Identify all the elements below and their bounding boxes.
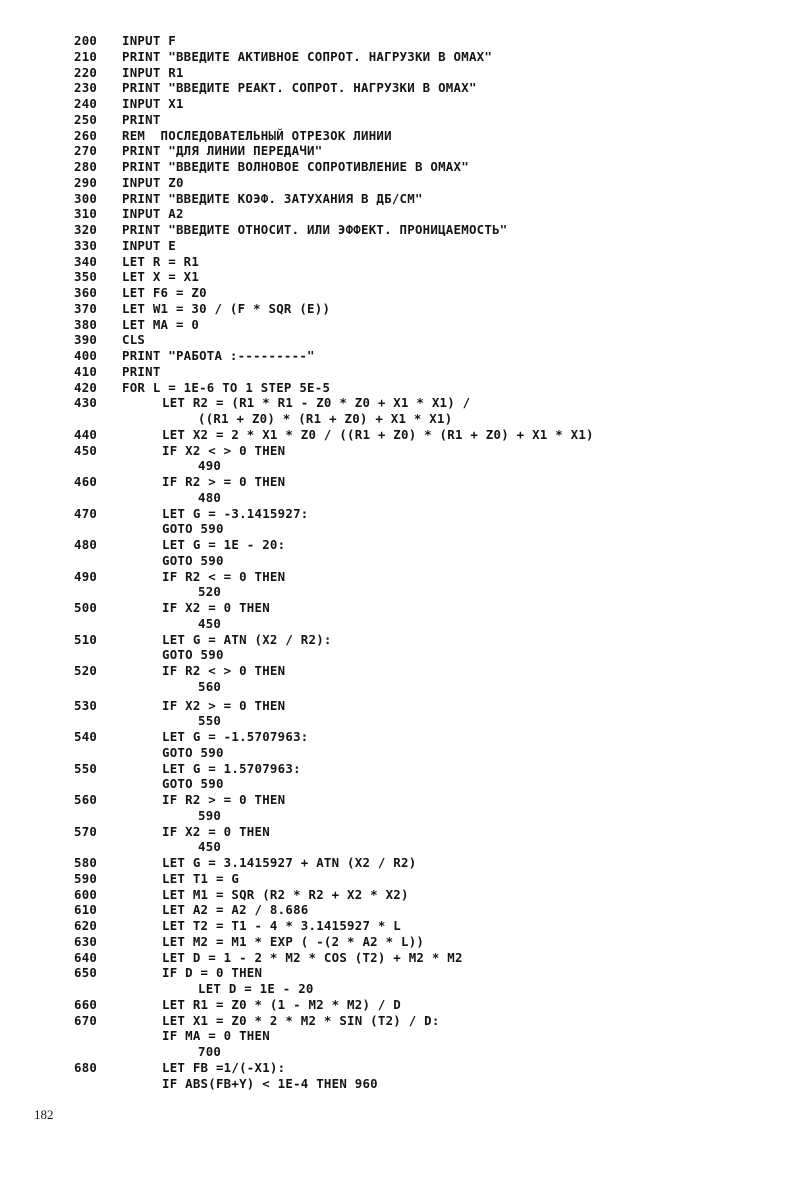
code-line: [0, 918, 790, 934]
code-text: INPUT F: [122, 33, 176, 48]
code-line: [0, 490, 790, 506]
code-text: GOTO 590: [162, 552, 224, 568]
line-number: 300: [74, 190, 98, 206]
code-text: LET R = R1: [122, 253, 200, 269]
line-number: 500: [74, 600, 98, 615]
code-text: 520: [198, 584, 222, 600]
code-line: [0, 112, 790, 128]
code-text: INPUT A2: [122, 206, 184, 222]
code-text: GOTO 590: [162, 521, 224, 537]
line-number: 530: [74, 697, 98, 713]
code-line: [0, 584, 790, 600]
code-text: IF X2 < > 0 THEN: [162, 442, 286, 458]
line-number: 360: [74, 285, 98, 300]
code-line: [0, 1028, 790, 1044]
line-number: 480: [74, 537, 98, 552]
code-text: PRINT "ВВЕДИТЕ ВОЛНОВОЕ СОПРОТИВЛЕНИЕ В ОМАХ": [122, 159, 469, 174]
code-text: LET X = X1: [122, 269, 200, 285]
code-line: [0, 632, 790, 648]
code-text: GOTO 590: [162, 776, 224, 792]
line-number: 220: [74, 64, 98, 80]
line-number: 670: [74, 1012, 98, 1028]
code-text: LET D = 1 - 2 * M2 * COS (T2) + M2 * M2: [162, 949, 463, 965]
line-number: 230: [74, 80, 98, 96]
line-number: 410: [74, 363, 98, 379]
line-number: 460: [74, 474, 98, 489]
code-text: IF R2 < > 0 THEN: [162, 663, 286, 678]
line-number: 390: [74, 332, 98, 348]
code-text: 450: [198, 839, 222, 855]
line-number: 640: [74, 949, 98, 965]
code-text: PRINT "ДЛЯ ЛИНИИ ПЕРЕДАЧИ": [122, 143, 323, 159]
line-number: 510: [74, 631, 98, 647]
code-line: [0, 33, 790, 49]
code-line: [0, 458, 790, 474]
code-line: [0, 824, 790, 840]
code-line: [0, 679, 790, 695]
code-line: [0, 143, 790, 159]
code-line: [0, 443, 790, 459]
line-number: 660: [74, 996, 98, 1012]
code-text: IF X2 = 0 THEN: [162, 600, 270, 615]
code-text: LET R1 = Z0 * (1 - M2 * M2) / D: [162, 996, 402, 1012]
code-line: [0, 808, 790, 824]
code-line: [0, 206, 790, 222]
code-line: [0, 332, 790, 348]
line-number: 320: [74, 222, 98, 237]
code-text: LET T1 = G: [162, 870, 240, 886]
line-number: 450: [74, 442, 98, 458]
line-number: 250: [74, 111, 98, 127]
line-number: 620: [74, 918, 98, 933]
code-line: [0, 395, 790, 411]
code-text: 480: [198, 489, 222, 505]
code-text: PRINT "ВВЕДИТЕ ОТНОСИТ. ИЛИ ЭФФЕКТ. ПРОНИЦАЕМОСТЬ": [122, 222, 508, 237]
code-line: [0, 569, 790, 585]
code-text: IF D = 0 THEN: [162, 965, 263, 981]
code-text: IF X2 = 0 THEN: [162, 823, 270, 839]
code-text: LET FB =1/(-X1):: [162, 1059, 286, 1075]
code-text: IF MA = 0 THEN: [162, 1028, 270, 1044]
line-number: 200: [74, 33, 98, 48]
code-line: [0, 317, 790, 333]
code-text: GOTO 590: [162, 647, 224, 663]
code-text: CLS: [122, 332, 146, 348]
code-line: [0, 364, 790, 380]
code-line: [0, 427, 790, 443]
code-text: LET G = -3.1415927:: [162, 505, 309, 521]
line-number: 340: [74, 253, 98, 269]
code-line: [0, 934, 790, 950]
line-number: 560: [74, 792, 98, 807]
line-number: 240: [74, 96, 98, 111]
code-text: LET X1 = Z0 * 2 * M2 * SIN (T2) / D:: [162, 1012, 440, 1028]
code-line: [0, 792, 790, 808]
code-text: 700: [198, 1044, 222, 1059]
code-line: [0, 222, 790, 238]
code-line: [0, 474, 790, 490]
code-line: [0, 902, 790, 918]
code-line: [0, 616, 790, 632]
code-line: [0, 191, 790, 207]
code-line: [0, 411, 790, 427]
code-text: 490: [198, 458, 222, 474]
code-text: LET D = 1E - 20: [198, 981, 314, 996]
code-text: PRINT: [122, 363, 161, 379]
line-number: 290: [74, 174, 98, 190]
line-number: 210: [74, 48, 98, 64]
code-text: INPUT X1: [122, 96, 184, 111]
code-text: LET G = 1.5707963:: [162, 760, 301, 776]
code-text: GOTO 590: [162, 744, 224, 760]
line-number: 570: [74, 823, 98, 839]
line-number: 470: [74, 505, 98, 521]
code-line: [0, 713, 790, 729]
code-line: [0, 506, 790, 522]
code-line: [0, 380, 790, 396]
page-number: 182: [34, 1107, 54, 1122]
code-line: [0, 839, 790, 855]
code-line: [0, 80, 790, 96]
code-text: LET X2 = 2 * X1 * Z0 / ((R1 + Z0) * (R1 + Z0) + X1 * X1): [162, 426, 594, 442]
code-line: [0, 159, 790, 175]
code-text: INPUT R1: [122, 64, 184, 80]
code-line: [0, 1060, 790, 1076]
code-line: [0, 887, 790, 903]
line-number: 260: [74, 127, 98, 143]
code-line: [0, 647, 790, 663]
code-line: [0, 65, 790, 81]
code-line: [0, 745, 790, 761]
code-text: LET G = ATN (X2 / R2):: [162, 631, 332, 647]
code-text: IF X2 > = 0 THEN: [162, 697, 286, 713]
code-line: [0, 663, 790, 679]
line-number: 310: [74, 206, 98, 222]
line-number: 520: [74, 663, 98, 678]
code-line: [0, 1013, 790, 1029]
line-number: 380: [74, 316, 98, 332]
code-text: LET T2 = T1 - 4 * 3.1415927 * L: [162, 918, 402, 933]
code-line: [0, 49, 790, 65]
code-line: [0, 175, 790, 191]
code-line: [0, 776, 790, 792]
code-text: IF ABS(FB+Y) < 1E-4 THEN 960: [162, 1075, 378, 1091]
code-text: LET W1 = 30 / (F * SQR (E)): [122, 300, 331, 316]
code-line: [0, 729, 790, 745]
code-text: PRINT "ВВЕДИТЕ АКТИВНОЕ СОПРОТ. НАГРУЗКИ В ОМАХ": [122, 48, 493, 64]
code-line: [0, 238, 790, 254]
code-line: [0, 997, 790, 1013]
line-number: 270: [74, 143, 98, 159]
program-listing: [0, 33, 790, 1091]
code-text: LET G = 1E - 20:: [162, 537, 286, 552]
line-number: 440: [74, 426, 98, 442]
code-text: FOR L = 1E-6 TO 1 STEP 5E-5: [122, 379, 331, 395]
line-number: 650: [74, 965, 98, 981]
code-line: [0, 553, 790, 569]
code-line: [0, 600, 790, 616]
line-number: 490: [74, 568, 98, 584]
code-text: LET R2 = (R1 * R1 - Z0 * Z0 + X1 * X1) /: [162, 395, 471, 411]
code-text: IF R2 > = 0 THEN: [162, 474, 286, 489]
line-number: 680: [74, 1059, 98, 1075]
code-text: PRINT: [122, 111, 161, 127]
code-line: [0, 1076, 790, 1092]
line-number: 400: [74, 348, 98, 363]
code-line: [0, 521, 790, 537]
line-number: 630: [74, 933, 98, 949]
code-text: IF R2 > = 0 THEN: [162, 792, 286, 807]
code-line: [0, 269, 790, 285]
code-line: [0, 254, 790, 270]
line-number: 420: [74, 379, 98, 395]
code-line: [0, 698, 790, 714]
code-text: LET MA = 0: [122, 316, 200, 332]
line-number: 330: [74, 237, 98, 253]
line-number: 590: [74, 870, 98, 886]
code-line: [0, 871, 790, 887]
code-line: [0, 761, 790, 777]
line-number: 540: [74, 729, 98, 744]
line-number: 600: [74, 886, 98, 902]
code-text: LET F6 = Z0: [122, 285, 207, 300]
code-line: [0, 96, 790, 112]
line-number: 580: [74, 855, 98, 870]
line-number: 610: [74, 902, 98, 918]
code-text: LET A2 = A2 / 8.686: [162, 902, 309, 918]
code-line: [0, 285, 790, 301]
code-line: [0, 301, 790, 317]
code-text: IF R2 < = 0 THEN: [162, 568, 286, 584]
line-number: 550: [74, 760, 98, 776]
code-text: 450: [198, 615, 222, 631]
code-text: ((R1 + Z0) * (R1 + Z0) + X1 * X1): [198, 411, 453, 426]
line-number: 350: [74, 269, 98, 285]
code-line: [0, 537, 790, 553]
code-text: 590: [198, 807, 222, 823]
code-text: LET G = -1.5707963:: [162, 729, 309, 744]
code-text: INPUT E: [122, 237, 176, 253]
code-text: LET G = 3.1415927 + ATN (X2 / R2): [162, 855, 417, 870]
code-text: 560: [198, 678, 222, 694]
code-line: [0, 855, 790, 871]
code-line: [0, 1044, 790, 1060]
line-number: 280: [74, 159, 98, 174]
code-text: LET M2 = M1 * EXP ( -(2 * A2 * L)): [162, 933, 425, 949]
code-line: [0, 965, 790, 981]
code-line: [0, 981, 790, 997]
code-line: [0, 950, 790, 966]
code-line: [0, 348, 790, 364]
line-number: 370: [74, 300, 98, 316]
code-text: REM ПОСЛЕДОВАТЕЛЬНЫЙ ОТРЕЗОК ЛИНИИ: [122, 127, 392, 143]
code-text: PRINT "ВВЕДИТЕ КОЭФ. ЗАТУХАНИЯ В ДБ/СМ": [122, 190, 423, 206]
code-line: [0, 128, 790, 144]
code-text: 550: [198, 713, 222, 729]
code-text: PRINT "РАБОТА :---------": [122, 348, 315, 363]
code-text: PRINT "ВВЕДИТЕ РЕАКТ. СОПРОТ. НАГРУЗКИ В ОМАХ": [122, 80, 477, 96]
code-text: LET M1 = SQR (R2 * R2 + X2 * X2): [162, 886, 409, 902]
code-text: INPUT Z0: [122, 174, 184, 190]
line-number: 430: [74, 395, 98, 411]
